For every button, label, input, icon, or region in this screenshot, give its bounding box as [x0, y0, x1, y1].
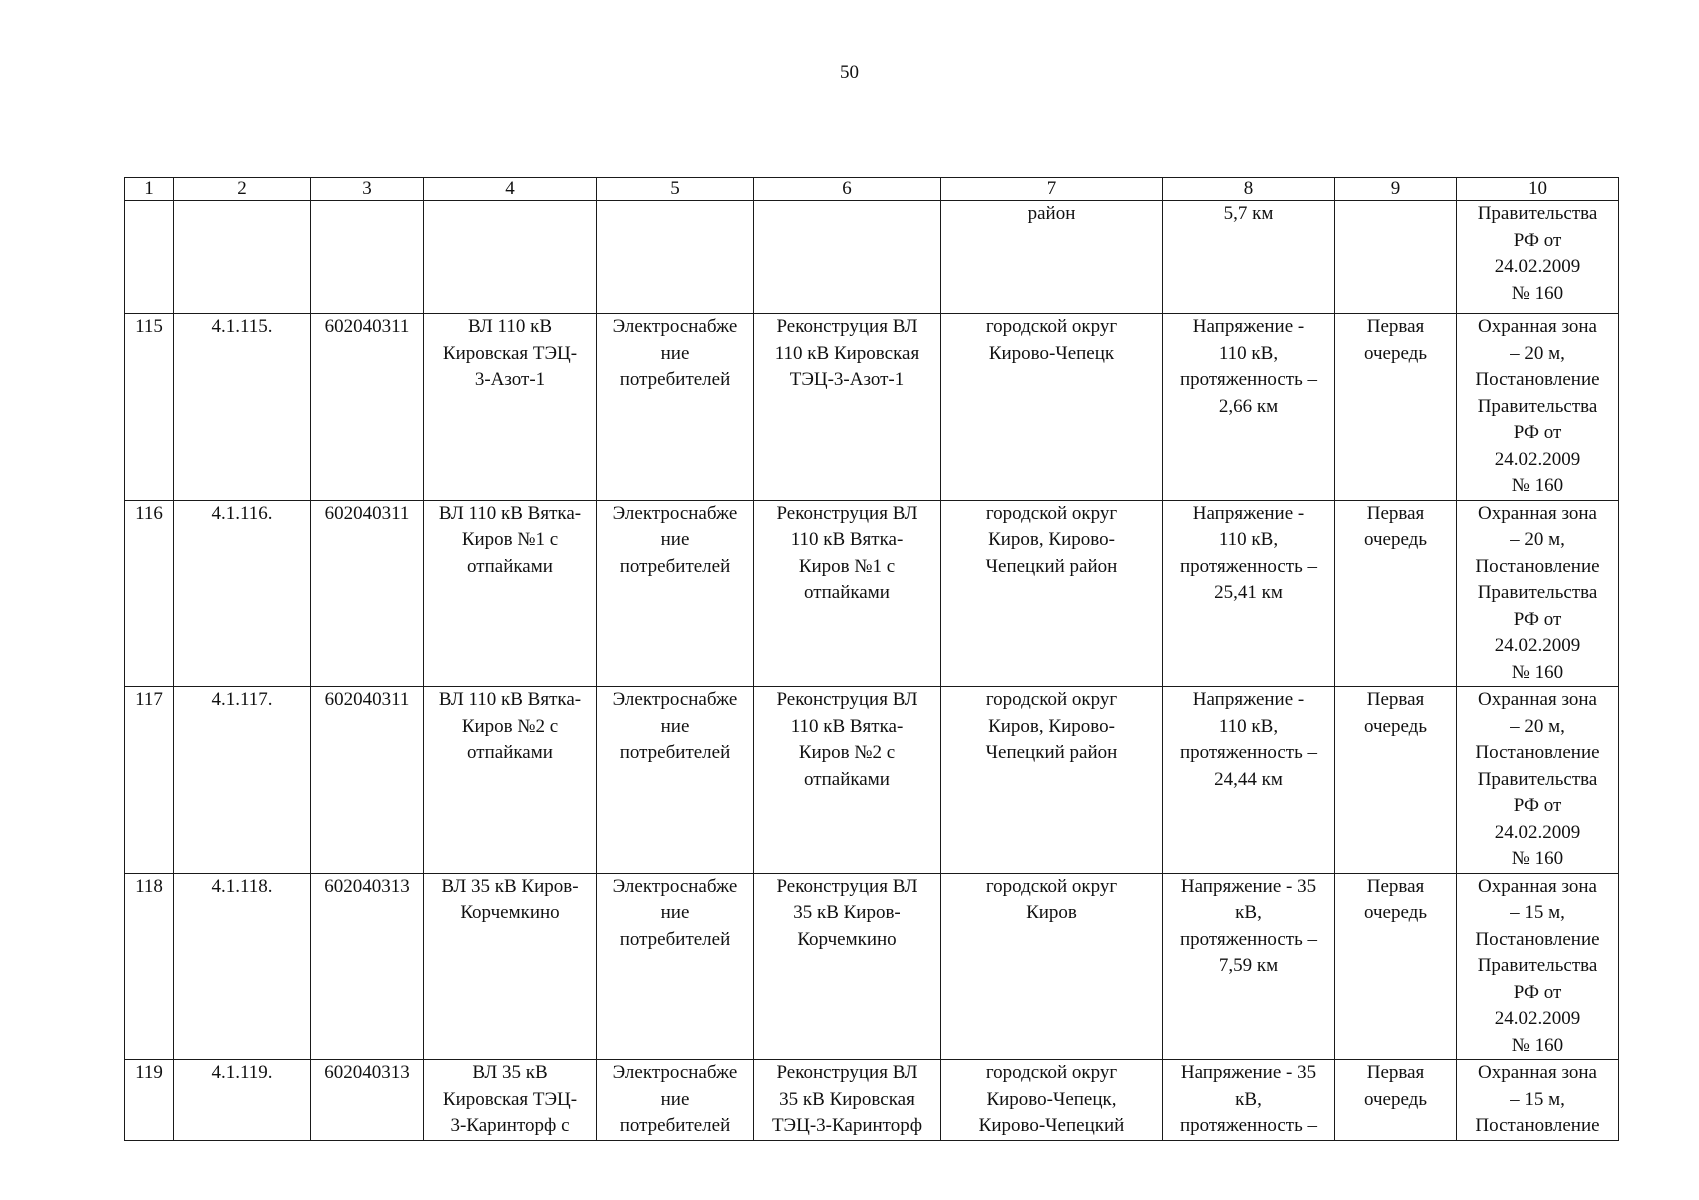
- registry-table: [124, 177, 1619, 1141]
- object-id-cell: 602040313: [311, 873, 424, 1060]
- cell-line: 3-Азот-1: [474, 369, 546, 390]
- characteristics-cell: [1163, 1060, 1335, 1141]
- cell-line: 110 кВ,: [1218, 529, 1279, 550]
- cell-line: протяженность –: [1180, 742, 1317, 763]
- table-cell: [1335, 201, 1457, 314]
- cell-line: Охранная зона: [1478, 1062, 1597, 1083]
- continuation-row: [125, 201, 1619, 314]
- object-name-cell: [424, 1060, 597, 1141]
- cell-line: 5,7 км: [1223, 203, 1274, 224]
- cell-line: протяженность –: [1180, 555, 1317, 577]
- cell-line: 2,66 км: [1218, 395, 1279, 417]
- cell-line: городской округ: [985, 875, 1118, 897]
- cell-line: отпайками: [467, 742, 553, 763]
- purpose-cell: [597, 687, 754, 874]
- cell-line: Постановление: [1475, 555, 1600, 577]
- table-cell: [424, 201, 597, 314]
- cell-line: Напряжение -: [1192, 502, 1305, 524]
- cell-line: ВЛ 35 кВ: [472, 1062, 548, 1083]
- location-cell: [941, 687, 1163, 874]
- location-cell: [941, 873, 1163, 1060]
- cell-line: Корчемкино: [797, 928, 897, 950]
- cell-line: – 15 м,: [1510, 1088, 1565, 1110]
- cell-line: Киров: [1026, 902, 1077, 923]
- location-cell: [941, 500, 1163, 687]
- location-cell: [941, 314, 1163, 501]
- cell-line: городской округ: [985, 689, 1118, 710]
- cell-line: 24.02.2009: [1494, 1008, 1581, 1029]
- planned-action-cell: [754, 314, 941, 501]
- column-number: 2: [174, 178, 311, 201]
- table-row: [125, 873, 1619, 1060]
- cell-line: 110 кВ Кировская: [774, 342, 920, 364]
- column-number: 7: [941, 178, 1163, 201]
- item-code-cell: 4.1.118.: [174, 873, 311, 1060]
- cell-line: 35 кВ Киров-: [793, 902, 901, 923]
- cell-line: 24.02.2009: [1494, 448, 1581, 470]
- object-name-cell: [424, 687, 597, 874]
- characteristics-cell: [1163, 201, 1335, 314]
- cell-line: потребителей: [619, 928, 731, 950]
- purpose-cell: [597, 873, 754, 1060]
- cell-line: Кирово-Чепецк,: [986, 1088, 1117, 1110]
- purpose-cell: [597, 500, 754, 687]
- column-number: 3: [311, 178, 424, 201]
- planned-action-cell: [754, 873, 941, 1060]
- cell-line: Кировская ТЭЦ-: [442, 342, 578, 364]
- page-number: 50: [840, 62, 859, 83]
- cell-line: Правительства: [1477, 582, 1598, 603]
- cell-line: Правительства: [1477, 395, 1598, 417]
- cell-line: ВЛ 110 кВ: [467, 316, 553, 337]
- table-cell: [125, 201, 174, 314]
- item-code-cell: 4.1.119.: [174, 1060, 311, 1141]
- cell-line: кВ,: [1235, 902, 1262, 923]
- cell-line: РФ от: [1513, 422, 1562, 443]
- cell-line: Электроснабже: [612, 689, 738, 710]
- cell-line: № 160: [1511, 848, 1564, 869]
- planned-action-cell: [754, 1060, 941, 1141]
- cell-line: очередь: [1363, 342, 1427, 364]
- cell-line: Охранная зона: [1478, 689, 1597, 710]
- cell-line: район: [1027, 203, 1076, 224]
- cell-line: 110 кВ Вятка-: [790, 715, 904, 737]
- object-name-cell: [424, 314, 597, 501]
- cell-line: Напряжение - 35: [1180, 1062, 1317, 1083]
- cell-line: ВЛ 110 кВ Вятка-: [438, 502, 582, 524]
- item-code-cell: 4.1.116.: [174, 500, 311, 687]
- purpose-cell: [597, 314, 754, 501]
- cell-line: кВ,: [1235, 1088, 1262, 1110]
- cell-line: ТЭЦ-3-Каринторф: [771, 1115, 923, 1136]
- characteristics-cell: [1163, 500, 1335, 687]
- cell-line: Реконструция ВЛ: [776, 316, 918, 337]
- cell-line: Киров №1 с: [798, 555, 896, 577]
- stage-cell: [1335, 500, 1457, 687]
- cell-line: ВЛ 110 кВ Вятка-: [438, 689, 582, 710]
- cell-line: Реконструция ВЛ: [776, 875, 918, 897]
- cell-line: Кирово-Чепецк: [988, 342, 1115, 364]
- cell-line: Реконструция ВЛ: [776, 689, 918, 710]
- column-number: 6: [754, 178, 941, 201]
- cell-line: Охранная зона: [1478, 875, 1597, 897]
- cell-line: Чепецкий район: [985, 555, 1118, 577]
- cell-line: очередь: [1363, 1088, 1427, 1110]
- cell-line: протяженность –: [1180, 1115, 1317, 1136]
- cell-line: Электроснабже: [612, 502, 738, 524]
- cell-line: Охранная зона: [1478, 316, 1597, 337]
- cell-line: Первая: [1366, 316, 1425, 337]
- cell-line: Первая: [1366, 502, 1425, 524]
- cell-line: очередь: [1363, 902, 1427, 923]
- object-id-cell: 602040313: [311, 1060, 424, 1141]
- cell-line: Постановление: [1475, 928, 1600, 950]
- cell-line: потребителей: [619, 1115, 731, 1136]
- column-number: 1: [125, 178, 174, 201]
- cell-line: – 15 м,: [1510, 902, 1565, 923]
- table-row: [125, 687, 1619, 874]
- protection-zone-cell: [1457, 1060, 1619, 1141]
- cell-line: РФ от: [1513, 981, 1562, 1003]
- characteristics-cell: [1163, 873, 1335, 1060]
- table-cell: [597, 201, 754, 314]
- cell-line: Охранная зона: [1478, 502, 1597, 524]
- cell-line: отпайками: [467, 555, 553, 577]
- object-name-cell: [424, 873, 597, 1060]
- cell-line: Электроснабже: [612, 316, 738, 337]
- cell-line: Кирово-Чепецкий: [978, 1115, 1125, 1136]
- cell-line: Напряжение -: [1192, 316, 1305, 337]
- cell-line: Киров №1 с: [461, 529, 559, 550]
- cell-line: городской округ: [985, 502, 1118, 524]
- protection-zone-cell: [1457, 687, 1619, 874]
- row-number-cell: 118: [125, 873, 174, 1060]
- cell-line: отпайками: [804, 582, 890, 603]
- cell-line: отпайками: [804, 768, 890, 790]
- table-row: [125, 314, 1619, 501]
- row-number-cell: 117: [125, 687, 174, 874]
- cell-line: Корчемкино: [460, 902, 560, 923]
- column-number: 4: [424, 178, 597, 201]
- object-id-cell: 602040311: [311, 687, 424, 874]
- cell-line: 110 кВ,: [1218, 715, 1279, 737]
- protection-zone-cell: [1457, 873, 1619, 1060]
- cell-line: № 160: [1511, 661, 1564, 683]
- item-code-cell: 4.1.115.: [174, 314, 311, 501]
- protection-zone-cell: [1457, 201, 1619, 314]
- cell-line: ТЭЦ-3-Азот-1: [789, 369, 905, 390]
- table-row: [125, 500, 1619, 687]
- cell-line: 25,41 км: [1214, 582, 1283, 603]
- cell-line: очередь: [1363, 715, 1427, 737]
- cell-line: № 160: [1511, 1034, 1564, 1056]
- column-number: 5: [597, 178, 754, 201]
- cell-line: потребителей: [619, 555, 731, 577]
- table-row: [125, 1060, 1619, 1141]
- cell-line: – 20 м,: [1510, 342, 1565, 364]
- planned-action-cell: [754, 500, 941, 687]
- cell-line: Киров №2 с: [798, 742, 896, 763]
- protection-zone-cell: [1457, 500, 1619, 687]
- item-code-cell: 4.1.117.: [174, 687, 311, 874]
- cell-line: ние: [660, 902, 690, 923]
- cell-line: Реконструция ВЛ: [776, 1062, 918, 1083]
- row-number-cell: 119: [125, 1060, 174, 1141]
- cell-line: Первая: [1366, 875, 1425, 897]
- cell-line: Напряжение -: [1192, 689, 1305, 710]
- table-cell: [311, 201, 424, 314]
- cell-line: городской округ: [985, 1062, 1118, 1083]
- cell-line: Киров, Кирово-: [988, 529, 1115, 550]
- cell-line: ние: [660, 715, 690, 737]
- cell-line: – 20 м,: [1510, 715, 1565, 737]
- row-number-cell: 115: [125, 314, 174, 501]
- cell-line: ние: [660, 1088, 690, 1110]
- cell-line: ние: [660, 342, 690, 364]
- cell-line: городской округ: [985, 316, 1118, 337]
- cell-line: Электроснабже: [612, 1062, 738, 1083]
- cell-line: Первая: [1366, 1062, 1425, 1083]
- cell-line: Постановление: [1475, 1115, 1600, 1136]
- cell-line: – 20 м,: [1510, 529, 1565, 550]
- table-cell: [174, 201, 311, 314]
- column-number: 10: [1457, 178, 1619, 201]
- cell-line: РФ от: [1513, 229, 1562, 251]
- stage-cell: [1335, 873, 1457, 1060]
- cell-line: № 160: [1511, 282, 1564, 304]
- cell-line: ние: [660, 529, 690, 550]
- cell-line: Напряжение - 35: [1180, 875, 1317, 897]
- cell-line: РФ от: [1513, 795, 1562, 816]
- cell-line: протяженность –: [1180, 369, 1317, 390]
- cell-line: потребителей: [619, 742, 731, 763]
- cell-line: 24,44 км: [1214, 768, 1283, 790]
- cell-line: 24.02.2009: [1494, 256, 1581, 277]
- cell-line: № 160: [1511, 475, 1564, 496]
- cell-line: Электроснабже: [612, 875, 738, 897]
- planned-action-cell: [754, 687, 941, 874]
- cell-line: 35 кВ Кировская: [779, 1088, 915, 1110]
- purpose-cell: [597, 1060, 754, 1141]
- stage-cell: [1335, 314, 1457, 501]
- cell-line: Реконструция ВЛ: [776, 502, 918, 524]
- stage-cell: [1335, 687, 1457, 874]
- row-number-cell: 116: [125, 500, 174, 687]
- cell-line: Чепецкий район: [985, 742, 1118, 763]
- cell-line: 110 кВ,: [1218, 342, 1279, 364]
- object-id-cell: 602040311: [311, 500, 424, 687]
- location-cell: [941, 1060, 1163, 1141]
- cell-line: Первая: [1366, 689, 1425, 710]
- cell-line: 24.02.2009: [1494, 635, 1581, 656]
- cell-line: Правительства: [1477, 203, 1598, 224]
- cell-line: Постановление: [1475, 369, 1600, 390]
- cell-line: 110 кВ Вятка-: [790, 529, 904, 550]
- location-cell: [941, 201, 1163, 314]
- cell-line: ВЛ 35 кВ Киров-: [441, 875, 579, 897]
- cell-line: 3-Каринторф с: [450, 1115, 570, 1136]
- cell-line: протяженность –: [1180, 928, 1317, 950]
- cell-line: Правительства: [1477, 768, 1598, 790]
- object-id-cell: 602040311: [311, 314, 424, 501]
- characteristics-cell: [1163, 687, 1335, 874]
- cell-line: потребителей: [619, 369, 731, 390]
- column-number: 9: [1335, 178, 1457, 201]
- cell-line: 7,59 км: [1218, 955, 1279, 976]
- cell-line: 24.02.2009: [1494, 821, 1581, 843]
- cell-line: Киров №2 с: [461, 715, 559, 737]
- table-cell: [754, 201, 941, 314]
- cell-line: Постановление: [1475, 742, 1600, 763]
- object-name-cell: [424, 500, 597, 687]
- protection-zone-cell: [1457, 314, 1619, 501]
- stage-cell: [1335, 1060, 1457, 1141]
- cell-line: Киров, Кирово-: [988, 715, 1115, 737]
- column-number-row: [125, 178, 1619, 201]
- cell-line: РФ от: [1513, 608, 1562, 630]
- characteristics-cell: [1163, 314, 1335, 501]
- cell-line: очередь: [1363, 529, 1427, 550]
- cell-line: Кировская ТЭЦ-: [442, 1088, 578, 1110]
- cell-line: Правительства: [1477, 955, 1598, 976]
- column-number: 8: [1163, 178, 1335, 201]
